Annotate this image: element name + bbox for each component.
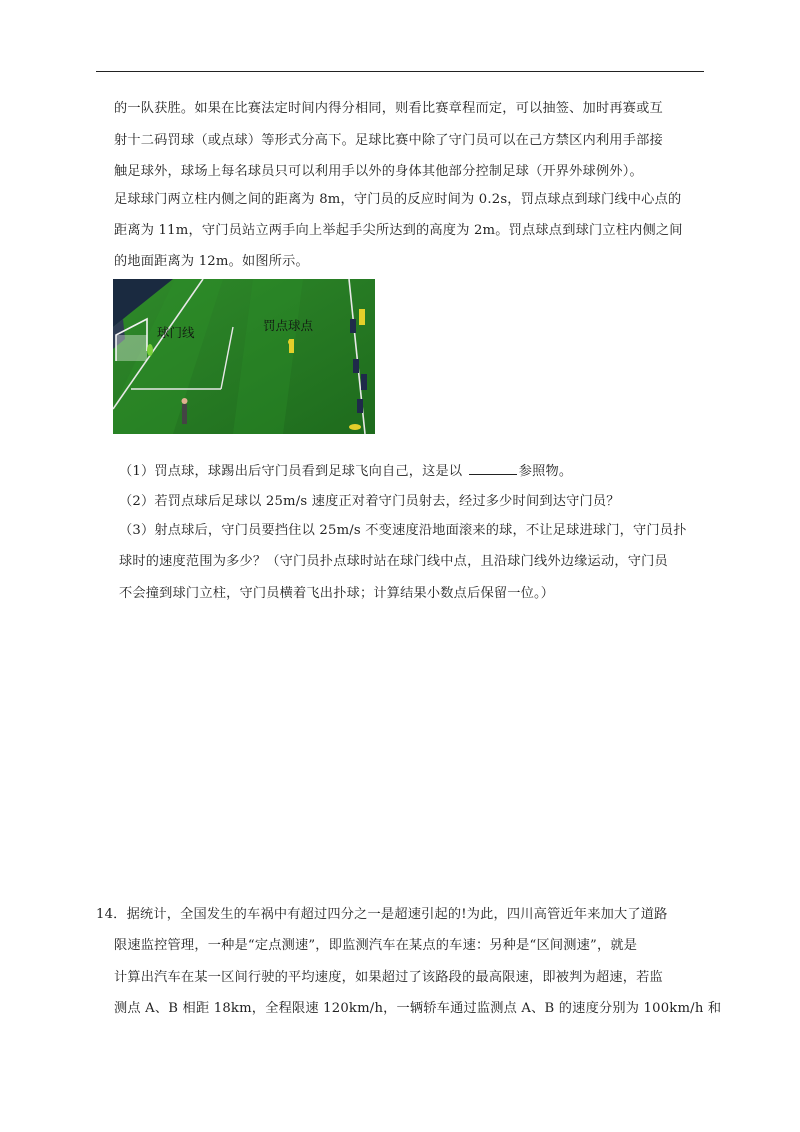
question-1-text: （1）罚点球，球踢出后守门员看到足球飞向自己，这是以 (119, 464, 463, 479)
question-2: （2）若罚点球后足球以 25m/s 速度正对着守门员射去，经过多少时间到达守门员？ (119, 494, 620, 509)
question-14-line-1: 14．据统计，全国发生的车祸中有超过四分之一是超速引起的!为此，四川高管近年来加大了道路 (96, 907, 668, 922)
intro-line-1: 的一队获胜。如果在比赛法定时间内得分相同，则看比赛章程而定，可以抽签、加时再赛或互 (114, 101, 663, 116)
condition-line-1: 足球球门两立柱内侧之间的距离为 8m，守门员的反应时间为 0.2s，罚点球点到球门线中心点的 (114, 192, 682, 207)
question-14-line-3: 计算出汽车在某一区间行驶的平均速度，如果超过了该路段的最高限速，即被判为超速，若监 (114, 970, 663, 985)
question-14-line-2: 限速监控管理，一种是“定点测速”，即监测汽车在某点的车速：另种是“区间测速”，就是 (114, 938, 638, 953)
goal-line-label: 球门线 (157, 325, 195, 340)
answer-blank (469, 462, 517, 475)
intro-line-3: 触足球外，球场上每名球员只可以利用手以外的身体其他部分控制足球（开界外球例外）。 (114, 164, 643, 179)
intro-line-2: 射十二码罚球（或点球）等形式分高下。足球比赛中除了守门员可以在己方禁区内利用手部接 (114, 133, 663, 148)
penalty-photo (113, 279, 375, 434)
penalty-spot-label: 罚点球点 (263, 318, 314, 333)
question-1 (119, 460, 572, 479)
header-rule (96, 71, 704, 72)
condition-line-3: 的地面距离为 12m。如图所示。 (114, 254, 309, 269)
question-14-line-4: 测点 A、B 相距 18km，全程限速 120km/h，一辆轿车通过监测点 A、B 的速度分别为 100km/h 和 (114, 1001, 722, 1016)
condition-line-2: 距离为 11m，守门员站立两手向上举起手尖所达到的高度为 2m。罚点球点到球门立柱内侧之间 (114, 223, 683, 238)
question-3-line-2: 球时的速度范围为多少？（守门员扑点球时站在球门线中点，且沿球门线外边缘运动，守门员 (119, 554, 668, 569)
question-3-line-1: （3）射点球后，守门员要挡住以 25m/s 不变速度沿地面滚来的球，不让足球进球门，守门员扑 (119, 523, 687, 538)
question-3-line-3: 不会撞到球门立柱，守门员横着飞出扑球；计算结果小数点后保留一位。） (119, 586, 555, 601)
question-1-suffix: 参照物。 (518, 464, 573, 479)
